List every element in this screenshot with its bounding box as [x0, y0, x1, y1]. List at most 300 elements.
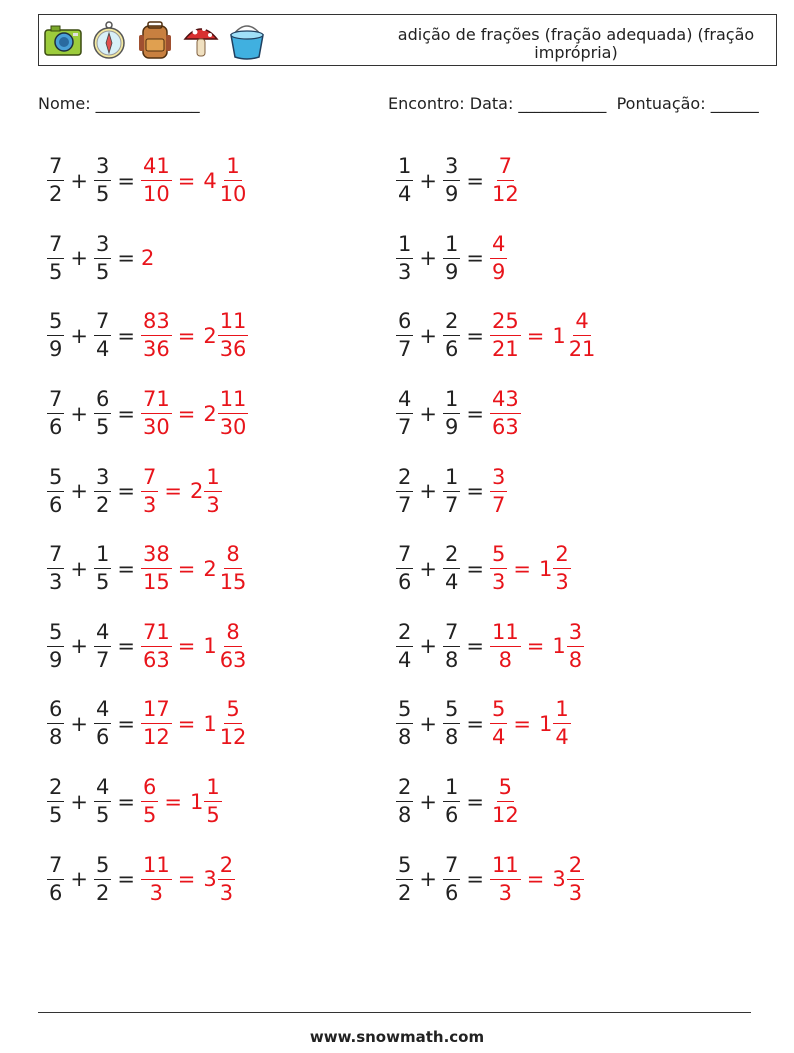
numerator: 71: [141, 620, 172, 647]
numerator: 2: [443, 542, 460, 569]
denominator: 30: [142, 415, 170, 440]
addend-fraction: [94, 853, 111, 906]
addend-fraction: [94, 542, 111, 595]
problem-row: [396, 685, 736, 763]
numerator: 5: [443, 697, 460, 724]
answer: [141, 154, 248, 207]
denominator: 36: [219, 337, 247, 362]
equals-sign: =: [117, 634, 135, 659]
plus-sign: +: [70, 556, 88, 581]
mixed-fraction: [218, 154, 249, 207]
answer: [490, 154, 521, 207]
equals-sign: =: [177, 711, 196, 736]
numerator: 2: [396, 620, 413, 647]
denominator: 21: [568, 337, 596, 362]
numerator: 5: [497, 775, 514, 802]
answer: [490, 387, 521, 440]
numerator: 6: [141, 775, 158, 802]
equals-sign: =: [466, 711, 484, 736]
equals-sign: =: [466, 634, 484, 659]
denominator: 5: [49, 803, 63, 828]
mixed-fraction: [218, 387, 249, 440]
denominator: 3: [49, 570, 63, 595]
mixed-fraction: [567, 309, 598, 362]
numerator: 7: [443, 620, 460, 647]
mixed-fraction: [204, 465, 221, 518]
plus-sign: +: [419, 634, 437, 659]
answer: [141, 620, 248, 673]
equals-sign: =: [466, 867, 484, 892]
denominator: 9: [49, 337, 63, 362]
numerator: 7: [141, 465, 158, 492]
numerator: 8: [224, 620, 241, 647]
addend-fraction: [443, 309, 460, 362]
addend-fraction: [443, 697, 460, 750]
denominator: 2: [398, 880, 412, 905]
denominator: 3: [491, 570, 506, 595]
mixed-whole: 1: [552, 323, 566, 348]
denominator: 8: [398, 725, 412, 750]
answer: [490, 697, 571, 750]
equals-sign: =: [513, 711, 531, 736]
answer: [490, 853, 584, 906]
mixed-fraction: [553, 697, 570, 750]
problem-row: [47, 530, 387, 608]
numerator: 5: [47, 620, 64, 647]
numerator: 2: [553, 542, 570, 569]
answer-fraction: [490, 309, 521, 362]
problem-row: [396, 375, 736, 453]
denominator: 15: [142, 570, 170, 595]
numerator: 7: [47, 154, 64, 181]
mixed-fraction: [218, 697, 249, 750]
mixed-whole: 2: [189, 479, 204, 504]
mixed-fraction: [218, 853, 235, 906]
plus-sign: +: [70, 867, 88, 892]
equals-sign: =: [177, 634, 196, 659]
answer: [490, 542, 571, 595]
equals-sign: =: [466, 789, 484, 814]
addend-fraction: [94, 387, 111, 440]
addend-fraction: [443, 232, 460, 285]
numerator: 4: [573, 309, 590, 336]
problem-row: [396, 608, 736, 686]
numerator: 41: [141, 154, 172, 181]
numerator: 7: [94, 309, 111, 336]
addend-fraction: [94, 620, 111, 673]
addend-fraction: [443, 465, 460, 518]
answer-fraction: [490, 154, 521, 207]
denominator: 9: [444, 415, 459, 440]
plus-sign: +: [70, 401, 88, 426]
equals-sign: =: [466, 246, 484, 271]
equals-sign: =: [526, 634, 545, 659]
denominator: 9: [444, 259, 459, 284]
equals-sign: =: [177, 401, 196, 426]
problem-row: [47, 142, 387, 220]
denominator: 8: [568, 647, 583, 672]
answer: [141, 542, 248, 595]
numerator: 7: [497, 154, 514, 181]
footer-url: www.snowmath.com: [309, 1028, 485, 1046]
denominator: 4: [491, 725, 506, 750]
addend-fraction: [396, 387, 413, 440]
numerator: 25: [490, 309, 521, 336]
denominator: 7: [398, 492, 412, 517]
answer: [490, 309, 597, 362]
numerator: 7: [47, 853, 64, 880]
equals-sign: =: [117, 556, 135, 581]
addend-fraction: [47, 853, 64, 906]
addend-fraction: [443, 775, 460, 828]
denominator: 6: [95, 725, 110, 750]
addend-fraction: [47, 542, 64, 595]
numerator: 1: [94, 542, 111, 569]
plus-sign: +: [419, 867, 437, 892]
problem-row: [47, 220, 387, 298]
mixed-whole: 2: [203, 401, 217, 426]
numerator: 1: [396, 154, 413, 181]
answer-fraction: [141, 542, 172, 595]
addend-fraction: [396, 620, 413, 673]
denominator: 4: [398, 182, 412, 207]
answer-fraction: [490, 853, 521, 906]
answer-fraction: [141, 853, 172, 906]
addend-fraction: [94, 232, 111, 285]
denominator: 7: [398, 337, 412, 362]
answer-fraction: [490, 387, 521, 440]
numerator: 5: [490, 697, 507, 724]
numerator: 11: [490, 620, 521, 647]
denominator: 63: [219, 647, 247, 672]
addend-fraction: [396, 465, 413, 518]
denominator: 3: [555, 570, 569, 595]
denominator: 36: [142, 337, 170, 362]
numerator: 4: [490, 232, 507, 259]
denominator: 8: [444, 647, 459, 672]
equals-sign: =: [117, 246, 135, 271]
numerator: 1: [443, 232, 460, 259]
numerator: 6: [396, 309, 413, 336]
answer-fraction: [490, 775, 521, 828]
numerator: 7: [47, 542, 64, 569]
addend-fraction: [443, 542, 460, 595]
denominator: 8: [49, 725, 63, 750]
addend-fraction: [47, 232, 64, 285]
addend-fraction: [47, 697, 64, 750]
answer-fraction: [141, 620, 172, 673]
denominator: 5: [95, 803, 110, 828]
numerator: 7: [396, 542, 413, 569]
header-icons: [43, 19, 267, 61]
numerator: 4: [94, 697, 111, 724]
denominator: 8: [398, 803, 412, 828]
equals-sign: =: [117, 479, 135, 504]
worksheet-title: adição de frações (fração adequada) (fração imprópria): [397, 25, 755, 62]
answer-fraction: [490, 620, 521, 673]
plus-sign: +: [419, 323, 437, 348]
denominator: 3: [149, 880, 164, 905]
answer: [141, 309, 248, 362]
denominator: 6: [49, 415, 63, 440]
addend-fraction: [443, 620, 460, 673]
plus-sign: +: [419, 401, 437, 426]
mixed-whole: 1: [189, 789, 204, 814]
plus-sign: +: [70, 246, 88, 271]
equals-sign: =: [117, 323, 135, 348]
answer: [490, 620, 584, 673]
answer: [490, 775, 521, 828]
compass-icon: [89, 19, 129, 61]
mixed-whole: 1: [203, 634, 217, 659]
equals-sign: =: [466, 479, 484, 504]
plus-sign: +: [419, 479, 437, 504]
problem-row: [396, 220, 736, 298]
numerator: 1: [204, 775, 221, 802]
backpack-icon: [135, 19, 175, 61]
mixed-fraction: [553, 542, 570, 595]
numerator: 1: [443, 387, 460, 414]
denominator: 15: [219, 570, 247, 595]
answer: [490, 232, 507, 285]
denominator: 3: [206, 492, 220, 517]
equals-sign: =: [117, 711, 135, 736]
mixed-fraction: [567, 620, 584, 673]
plus-sign: +: [70, 711, 88, 736]
addend-fraction: [396, 542, 413, 595]
denominator: 6: [398, 570, 412, 595]
addend-fraction: [443, 387, 460, 440]
numerator: 17: [141, 697, 172, 724]
numerator: 5: [490, 542, 507, 569]
addend-fraction: [47, 154, 64, 207]
equals-sign: =: [117, 168, 135, 193]
numerator: 1: [204, 465, 221, 492]
addend-fraction: [396, 853, 413, 906]
numerator: 1: [443, 775, 460, 802]
denominator: 12: [491, 803, 519, 828]
mixed-fraction: [218, 542, 249, 595]
numerator: 2: [443, 309, 460, 336]
addend-fraction: [94, 309, 111, 362]
numerator: 5: [94, 853, 111, 880]
addend-fraction: [94, 465, 111, 518]
denominator: 9: [444, 182, 459, 207]
denominator: 2: [95, 880, 110, 905]
denominator: 7: [491, 492, 506, 517]
denominator: 10: [219, 182, 247, 207]
answer: [141, 387, 248, 440]
plus-sign: +: [419, 246, 437, 271]
denominator: 10: [142, 182, 170, 207]
bucket-icon: [227, 19, 267, 61]
denominator: 9: [49, 647, 63, 672]
addend-fraction: [47, 620, 64, 673]
addend-fraction: [443, 853, 460, 906]
addend-fraction: [94, 697, 111, 750]
problem-row: [47, 452, 387, 530]
equals-sign: =: [526, 323, 545, 348]
equals-sign: =: [117, 401, 135, 426]
numerator: 7: [443, 853, 460, 880]
answer-fraction: [141, 309, 172, 362]
denominator: 8: [498, 647, 513, 672]
numerator: 3: [567, 620, 584, 647]
denominator: 5: [206, 803, 220, 828]
equals-sign: =: [177, 556, 196, 581]
numerator: 2: [218, 853, 235, 880]
answer-fraction: [490, 232, 507, 285]
denominator: 7: [444, 492, 459, 517]
denominator: 4: [398, 647, 412, 672]
problem-row: [47, 297, 387, 375]
mixed-whole: 1: [203, 711, 217, 736]
denominator: 9: [491, 259, 506, 284]
equals-sign: =: [513, 556, 531, 581]
denominator: 4: [555, 725, 569, 750]
equals-sign: =: [117, 867, 135, 892]
mixed-whole: 3: [552, 867, 566, 892]
numerator: 2: [567, 853, 584, 880]
answer-fraction: [141, 775, 158, 828]
addend-fraction: [94, 154, 111, 207]
numerator: 5: [47, 309, 64, 336]
header-box: [38, 14, 777, 66]
denominator: 5: [95, 570, 110, 595]
plus-sign: +: [419, 789, 437, 814]
numerator: 1: [396, 232, 413, 259]
numerator: 3: [94, 232, 111, 259]
addend-fraction: [396, 309, 413, 362]
mixed-whole: 1: [538, 711, 553, 736]
answer-fraction: [141, 387, 172, 440]
name-field: Nome: _____________: [38, 94, 200, 113]
mixed-fraction: [204, 775, 221, 828]
numerator: 2: [47, 775, 64, 802]
denominator: 5: [95, 259, 110, 284]
denominator: 12: [219, 725, 247, 750]
plus-sign: +: [70, 323, 88, 348]
denominator: 12: [142, 725, 170, 750]
problem-row: [396, 297, 736, 375]
addend-fraction: [47, 309, 64, 362]
denominator: 6: [444, 880, 459, 905]
addend-fraction: [443, 154, 460, 207]
answer: [141, 775, 222, 828]
denominator: 5: [49, 259, 63, 284]
numerator: 4: [396, 387, 413, 414]
numerator: 3: [490, 465, 507, 492]
denominator: 4: [95, 337, 110, 362]
denominator: 7: [95, 647, 110, 672]
answer-fraction: [490, 697, 507, 750]
mixed-whole: 3: [203, 867, 217, 892]
numerator: 11: [218, 387, 249, 414]
numerator: 3: [94, 154, 111, 181]
numerator: 6: [47, 697, 64, 724]
mixed-fraction: [218, 620, 249, 673]
denominator: 6: [49, 880, 63, 905]
equals-sign: =: [466, 323, 484, 348]
footer-divider: [38, 1012, 751, 1013]
answer: [490, 465, 507, 518]
denominator: 2: [95, 492, 110, 517]
equals-sign: =: [466, 168, 484, 193]
addend-fraction: [94, 775, 111, 828]
addend-fraction: [47, 775, 64, 828]
mixed-fraction: [218, 309, 249, 362]
equals-sign: =: [466, 556, 484, 581]
mixed-fraction: [567, 853, 584, 906]
numerator: 43: [490, 387, 521, 414]
date-score-field: Encontro: Data: ___________ Pontuação: ______: [388, 94, 759, 113]
problem-row: [47, 375, 387, 453]
plus-sign: +: [70, 168, 88, 193]
mixed-whole: 4: [203, 168, 217, 193]
mixed-whole: 1: [552, 634, 566, 659]
problem-row: [396, 142, 736, 220]
answer-fraction: [141, 154, 172, 207]
problem-row: [396, 840, 736, 918]
denominator: 6: [444, 337, 459, 362]
equals-sign: =: [177, 323, 196, 348]
answer: [141, 246, 154, 270]
answer-fraction: [490, 542, 507, 595]
mixed-whole: 2: [203, 323, 217, 348]
answer-whole: 2: [140, 246, 155, 271]
plus-sign: +: [70, 479, 88, 504]
denominator: 3: [568, 880, 583, 905]
numerator: 3: [443, 154, 460, 181]
plus-sign: +: [419, 556, 437, 581]
numerator: 38: [141, 542, 172, 569]
plus-sign: +: [419, 168, 437, 193]
equals-sign: =: [177, 168, 196, 193]
denominator: 3: [219, 880, 234, 905]
numerator: 5: [396, 853, 413, 880]
problem-row: [47, 685, 387, 763]
addend-fraction: [396, 697, 413, 750]
denominator: 7: [398, 415, 412, 440]
denominator: 4: [444, 570, 459, 595]
denominator: 6: [49, 492, 63, 517]
answer: [141, 465, 222, 518]
numerator: 5: [224, 697, 241, 724]
denominator: 21: [491, 337, 519, 362]
numerator: 7: [47, 387, 64, 414]
plus-sign: +: [419, 711, 437, 736]
mixed-whole: 1: [538, 556, 553, 581]
problem-row: [396, 452, 736, 530]
camera-icon: [43, 19, 83, 61]
answer: [141, 853, 235, 906]
addend-fraction: [396, 775, 413, 828]
equals-sign: =: [164, 479, 182, 504]
addend-fraction: [396, 232, 413, 285]
addend-fraction: [47, 465, 64, 518]
answer-fraction: [141, 465, 158, 518]
numerator: 11: [218, 309, 249, 336]
addend-fraction: [47, 387, 64, 440]
denominator: 3: [498, 880, 513, 905]
denominator: 63: [142, 647, 170, 672]
numerator: 8: [224, 542, 241, 569]
denominator: 3: [142, 492, 157, 517]
problem-row: [396, 530, 736, 608]
plus-sign: +: [70, 634, 88, 659]
numerator: 4: [94, 775, 111, 802]
numerator: 11: [490, 853, 521, 880]
